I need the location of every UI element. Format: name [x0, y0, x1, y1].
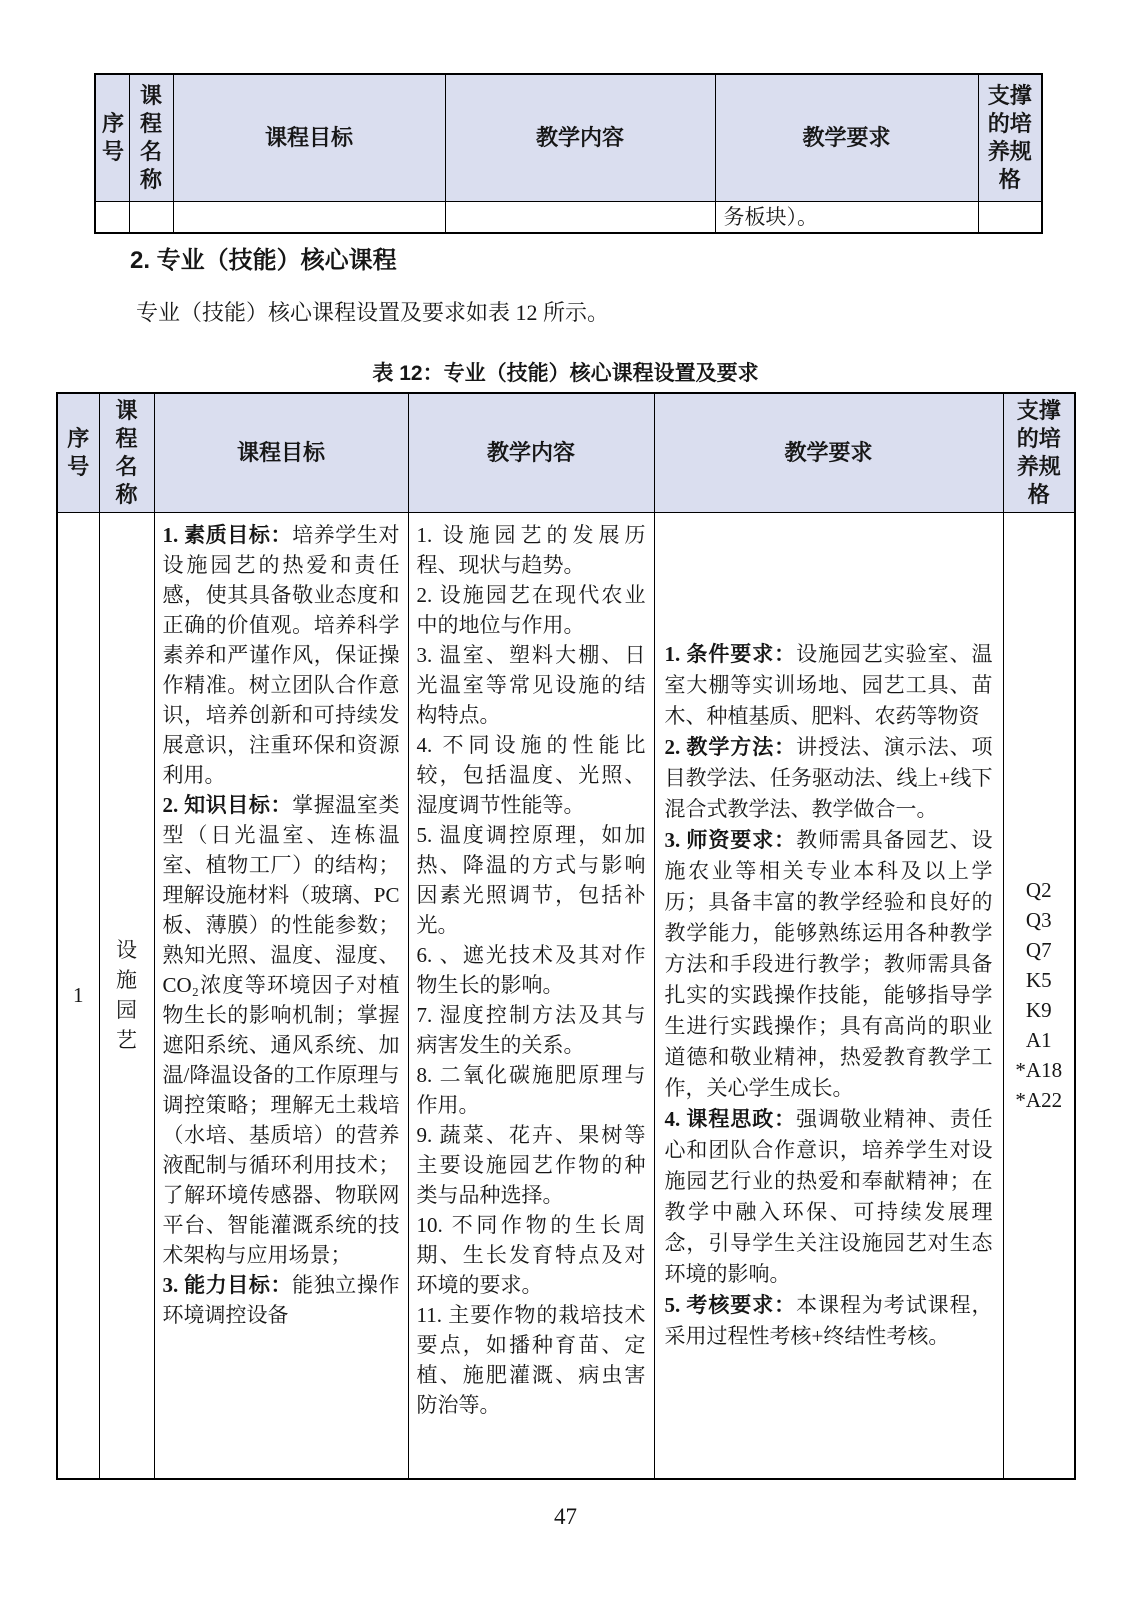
- core-course-table: [56, 392, 1076, 1480]
- course-name-vertical-text: 设施园艺: [116, 938, 137, 1053]
- cell-paragraph: 1. 素质目标：培养学生对设施园艺的热爱和责任感，使其具备敬业态度和正确的价值观。培养科学素养和严谨作风，保证操作精准。树立团队合作意识，培养创新和可持续发展意识，注重环保和资源利用。: [162, 522, 400, 787]
- empty-cell: [173, 201, 445, 233]
- course-content-cell: [408, 512, 654, 1479]
- cell-paragraph: 4. 不同设施的性能比较，包括温度、光照、湿度调节性能等。: [416, 732, 646, 817]
- header-cell-index: 序号: [57, 393, 99, 512]
- course-requirements-cell: [654, 512, 1003, 1479]
- spec-code-line: *A18: [1015, 1058, 1063, 1083]
- header-cell-supported-specs: 支撑的培养规格: [978, 74, 1042, 201]
- empty-cell: [445, 201, 715, 233]
- cell-paragraph: 3. 能力目标：能独立操作环境调控设备: [162, 1272, 400, 1327]
- cell-paragraph: 1. 条件要求：设施园艺实验室、温室大棚等实训场地、园艺工具、苗木、种植基质、肥料、农药等物资: [664, 641, 993, 728]
- cell-paragraph: 5. 考核要求：本课程为考试课程，采用过程性考核+终结性考核。: [664, 1292, 993, 1348]
- cell-paragraph: 6. 、遮光技术及其对作物生长的影响。: [416, 942, 646, 997]
- cell-paragraph: 2. 教学方法：讲授法、演示法、项目教学法、任务驱动法、线上+线下混合式教学法、教学做合一。: [664, 734, 993, 821]
- supported-specs-cell: [1003, 512, 1075, 1479]
- cell-paragraph: 1. 设施园艺的发展历程、现状与趋势。: [416, 522, 646, 577]
- cell-paragraph: 2. 知识目标：掌握温室类型（日光温室、连栋温室、植物工厂）的结构；理解设施材料（玻璃、PC板、薄膜）的性能参数；熟知光照、温度、湿度、CO₂浓度等环境因子对植物生长的影响机制；掌握遮阳系统、通风系统、加温/降温设备的工作原理与调控策略；理解无土栽培（水培、基质培）的营养液配制与循环利用技术；了解环境传感器、物联网平台、智能灌溉系统的技术架构与应用场景；: [162, 792, 400, 1267]
- cell-paragraph: 10. 不同作物的生长周期、生长发育特点及对环境的要求。: [416, 1212, 646, 1297]
- course-index-cell: 1: [57, 512, 99, 1479]
- page-number: 47: [554, 1504, 577, 1529]
- header-cell-course-name: 课程名称: [99, 393, 154, 512]
- overflow-text-cell: 务板块）。: [715, 201, 978, 233]
- cell-paragraph: 2. 设施园艺在现代农业中的地位与作用。: [416, 582, 646, 637]
- course-name-cell: [99, 512, 154, 1479]
- header-cell-supported-specs: 支撑的培养规格: [1003, 393, 1075, 512]
- table-caption: 表 12：专业（技能）核心课程设置及要求: [372, 362, 759, 385]
- spec-code-line: Q7: [1025, 938, 1052, 963]
- empty-cell: [95, 201, 129, 233]
- spec-code-line: A1: [1025, 1028, 1052, 1053]
- header-cell-requirements: 教学要求: [654, 393, 1003, 512]
- continued-course-table: [94, 73, 1043, 234]
- continued-table-header-row: [95, 74, 1042, 201]
- course-row: [57, 512, 1075, 1479]
- header-cell-objectives: 课程目标: [154, 393, 408, 512]
- header-cell-course-name: 课程名称: [129, 74, 173, 201]
- cell-paragraph: 5. 温度调控原理，如加热、降温的方式与影响因素光照调节，包括补光。: [416, 822, 646, 937]
- cell-paragraph: 3. 师资要求：教师需具备园艺、设施农业等相关专业本科及以上学历；具备丰富的教学经验和良好的教学能力，能够熟练运用各种教学方法和手段进行教学；教师需具备扎实的实践操作技能，能够指导学生进行实践操作；具有高尚的职业道德和敬业精神，热爱教育教学工作，关心学生成长。: [664, 827, 993, 1100]
- header-cell-content: 教学内容: [445, 74, 715, 201]
- empty-cell: [978, 201, 1042, 233]
- section-intro-text: 专业（技能）核心课程设置及要求如表 12 所示。: [136, 300, 610, 325]
- cell-paragraph: 4. 课程思政：强调敬业精神、责任心和团队合作意识，培养学生对设施园艺行业的热爱和奉献精神；在教学中融入环保、可持续发展理念，引导学生关注设施园艺对生态环境的影响。: [664, 1106, 993, 1286]
- cell-paragraph: 9. 蔬菜、花卉、果树等主要设施园艺作物的种类与品种选择。: [416, 1122, 646, 1207]
- section-heading: 2. 专业（技能）核心课程: [130, 247, 397, 274]
- spec-code-line: Q3: [1025, 908, 1052, 933]
- header-cell-content: 教学内容: [408, 393, 654, 512]
- cell-paragraph: 7. 湿度控制方法及其与病害发生的关系。: [416, 1002, 646, 1057]
- cell-paragraph: 3. 温室、塑料大棚、日光温室等常见设施的结构特点。: [416, 642, 646, 727]
- spec-code-line: *A22: [1015, 1088, 1063, 1113]
- header-cell-index: 序号: [95, 74, 129, 201]
- spec-code-line: Q2: [1025, 878, 1052, 903]
- header-cell-requirements: 教学要求: [715, 74, 978, 201]
- continued-table-overflow-row: [95, 201, 1042, 233]
- cell-paragraph: 11. 主要作物的栽培技术要点，如播种育苗、定植、施肥灌溉、病虫害防治等。: [416, 1302, 646, 1417]
- empty-cell: [129, 201, 173, 233]
- course-objectives-cell: [154, 512, 408, 1479]
- cell-paragraph: 8. 二氧化碳施肥原理与作用。: [416, 1062, 646, 1117]
- spec-code-line: K9: [1025, 998, 1052, 1023]
- core-table-header-row: [57, 393, 1075, 512]
- header-cell-objectives: 课程目标: [173, 74, 445, 201]
- spec-code-line: K5: [1025, 968, 1052, 993]
